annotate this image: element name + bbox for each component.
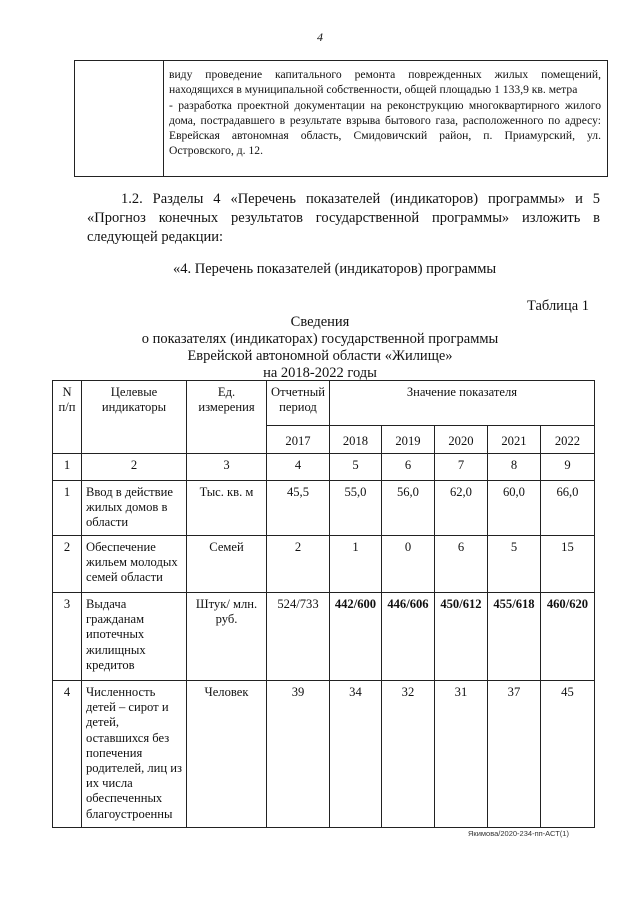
row-value: 455/618 <box>487 593 540 681</box>
row-value: 31 <box>434 681 487 828</box>
table-row <box>53 593 595 681</box>
header-num: N п/п <box>53 381 82 454</box>
row-indicator: Численность детей – сирот и детей, оставшихся без попечения родителей, лиц из их числа обеспеченных благоустроенны <box>82 681 187 828</box>
section-heading: «4. Перечень показателей (индикаторов) программы <box>173 261 497 277</box>
row-unit: Тыс. кв. м <box>187 481 267 536</box>
year-cell: 2021 <box>487 426 540 454</box>
row-value: 45,5 <box>267 481 330 536</box>
continuation-table-text <box>169 67 601 159</box>
row-value: 5 <box>487 536 540 593</box>
column-number: 1 <box>53 454 82 481</box>
row-value: 15 <box>540 536 594 593</box>
year-cell: 2018 <box>329 426 381 454</box>
table-row <box>53 481 595 536</box>
row-value: 0 <box>381 536 434 593</box>
table-title-line: Сведения <box>290 314 350 330</box>
row-value: 6 <box>434 536 487 593</box>
row-value: 32 <box>381 681 434 828</box>
column-number: 7 <box>434 454 487 481</box>
row-unit: Штук/ млн. руб. <box>187 593 267 681</box>
table-title-line: Еврейской автономной области «Жилище» <box>187 348 453 364</box>
row-value: 60,0 <box>487 481 540 536</box>
year-cell: 2022 <box>540 426 594 454</box>
column-number: 8 <box>487 454 540 481</box>
row-value: 460/620 <box>540 593 594 681</box>
row-num: 4 <box>53 681 82 828</box>
row-value: 37 <box>487 681 540 828</box>
row-value: 446/606 <box>381 593 434 681</box>
header-values: Значение показателя <box>329 381 594 426</box>
row-num: 1 <box>53 481 82 536</box>
table-title-line: на 2018-2022 годы <box>263 365 377 381</box>
year-cell: 2020 <box>434 426 487 454</box>
continuation-line: - разработка проектной документации на реконструкцию многоквартирного жилого дома, пострадавшего в результате взрыва бытового газа, расположенного по адресу: Еврейская автономная область, Смидовичский район, п. Приамурский, ул. Островского, д. 12. <box>169 98 601 158</box>
continuation-table <box>74 60 608 177</box>
column-number: 5 <box>329 454 381 481</box>
row-unit: Человек <box>187 681 267 828</box>
column-number: 6 <box>381 454 434 481</box>
row-value: 524/733 <box>267 593 330 681</box>
continuation-table-divider <box>163 61 164 176</box>
continuation-line: виду проведение капитального ремонта поврежденных жилых помещений, находящихся в муниципальной собственности, общей площадью 1 133,9 кв. метра <box>169 68 601 97</box>
column-number: 3 <box>187 454 267 481</box>
column-number: 9 <box>540 454 594 481</box>
page-number: 4 <box>317 30 323 44</box>
table-row <box>53 681 595 828</box>
row-value: 450/612 <box>434 593 487 681</box>
row-value: 34 <box>329 681 381 828</box>
table-row <box>53 536 595 593</box>
row-num: 3 <box>53 593 82 681</box>
row-value: 1 <box>329 536 381 593</box>
row-indicator: Обеспечение жильем молодых семей области <box>82 536 187 593</box>
row-value: 55,0 <box>329 481 381 536</box>
row-value: 442/600 <box>329 593 381 681</box>
indicators-table <box>52 380 595 828</box>
header-indicator: Целевые индикаторы <box>82 381 187 454</box>
row-value: 45 <box>540 681 594 828</box>
year-cell: 2019 <box>381 426 434 454</box>
row-num: 2 <box>53 536 82 593</box>
table-title-line: о показателях (индикаторах) государственной программы <box>141 331 499 347</box>
header-report-period: Отчетный период <box>267 381 330 426</box>
column-numbers-row <box>53 454 595 481</box>
column-number: 2 <box>82 454 187 481</box>
year-cell: 2017 <box>267 426 330 454</box>
row-value: 39 <box>267 681 330 828</box>
document-code: Якимова/2020-234-пп-АСТ(1) <box>468 829 569 838</box>
row-value: 2 <box>267 536 330 593</box>
row-value: 56,0 <box>381 481 434 536</box>
row-value: 62,0 <box>434 481 487 536</box>
row-indicator: Выдача гражданам ипотечных жилищных кредитов <box>82 593 187 681</box>
row-indicator: Ввод в действие жилых домов в области <box>82 481 187 536</box>
row-value: 66,0 <box>540 481 594 536</box>
row-unit: Семей <box>187 536 267 593</box>
column-number: 4 <box>267 454 330 481</box>
table-header-row <box>53 381 595 426</box>
paragraph-1-2: 1.2. Разделы 4 «Перечень показателей (индикаторов) программы» и 5 «Прогноз конечных результатов государственной программы» изложить в следующей редакции: <box>87 191 600 245</box>
table-label: Таблица 1 <box>527 298 590 314</box>
header-unit: Ед. измерения <box>187 381 267 454</box>
